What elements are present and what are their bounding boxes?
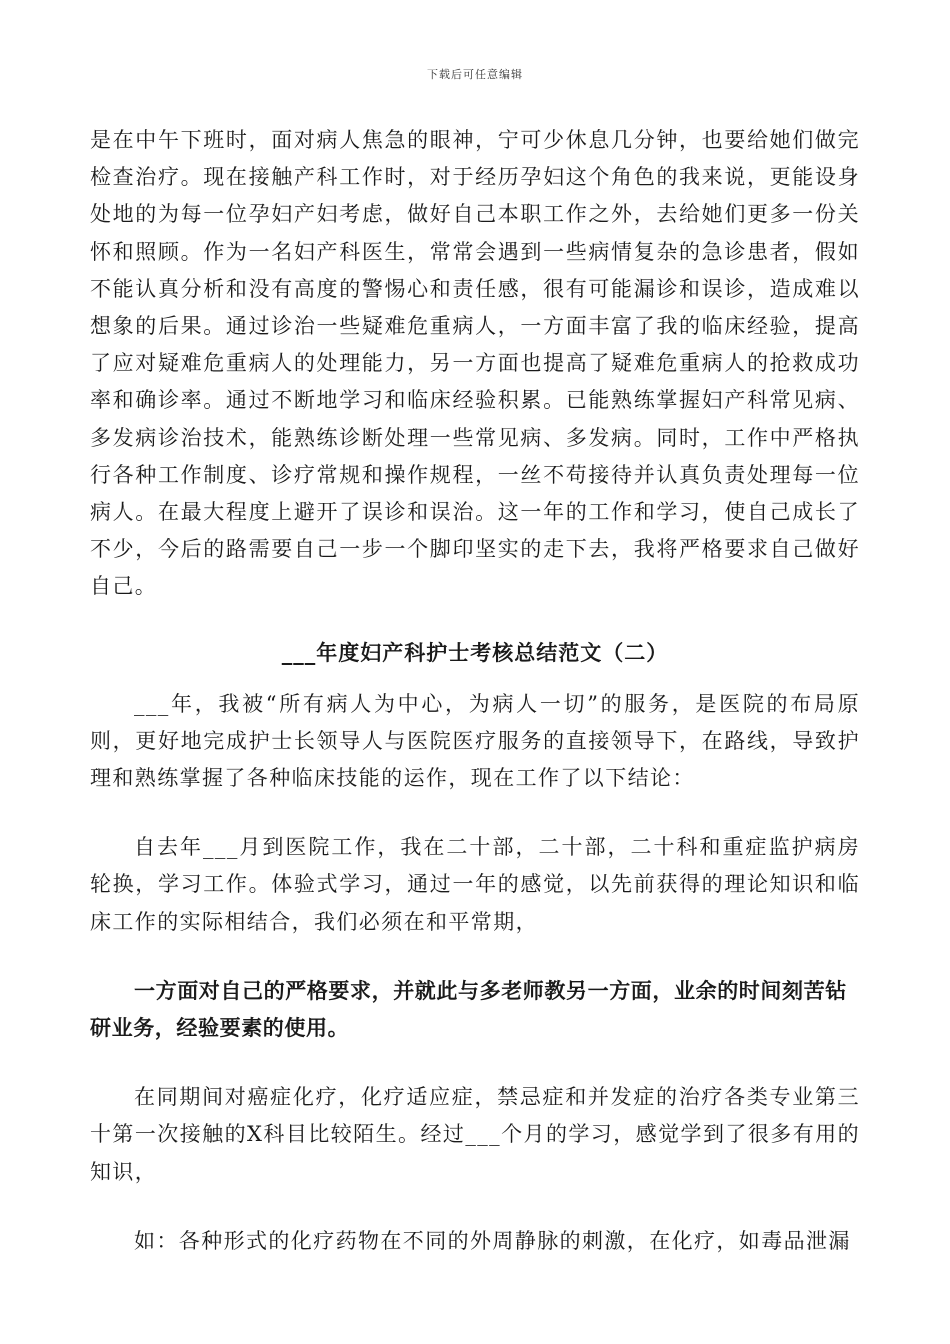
paragraph-work-rotation: 自去年___月到医院工作，我在二十部，二十部，二十科和重症监护病房轮换，学习工作。体验式学习，通过一年的感觉，以先前获得的理论知识和临床工作的实际相结合，我们必须在和平常期，	[90, 835, 860, 934]
document-body	[90, 122, 860, 1260]
paragraph-intro: ___年，我被“所有病人为中心，为病人一切”的服务，是医院的布局原则，更好地完成护士长领导人与医院医疗服务的直接领导下，在路线，导致护理和熟练掌握了各种临床技能的运作，现在工作了以下结论：	[90, 691, 860, 791]
paragraph-bold-emphasis: 一方面对自己的严格要求，并就此与多老师教另一方面，业余的时间刻苦钻研业务，经验要素的使用。	[90, 978, 847, 1041]
section-heading: ___年度妇产科护士考核总结范文（二）	[281, 640, 669, 665]
paragraph-chemotherapy: 在同期间对癌症化疗，化疗适应症，禁忌症和并发症的治疗各类专业第三十第一次接触的X科目比较陌生。经过___个月的学习，感觉学到了很多有用的知识，	[90, 1085, 860, 1184]
paragraph-example: 如：各种形式的化疗药物在不同的外周静脉的刺激，在化疗，如毒品泄漏	[134, 1228, 851, 1253]
paragraph-continuation: 是在中午下班时，面对病人焦急的眼神，宁可少休息几分钟，也要给她们做完检查治疗。现在接触产科工作时，对于经历孕妇这个角色的我来说，更能设身处地的为每一位孕妇产妇考虑，做好自己本职工作之外，去给她们更多一份关怀和照顾。作为一名妇产科医生，常常会遇到一些病情复杂的急诊患者，假如不能认真分析和没有高度的警惕心和责任感，很有可能漏诊和误诊，造成难以想象的后果。通过诊治一些疑难危重病人，一方面丰富了我的临床经验，提高了应对疑难危重病人的处理能力，另一方面也提高了疑难危重病人的抢救成功率和确诊率。通过不断地学习和临床经验积累。已能熟练掌握妇产科常见病、多发病诊治技术，能熟练诊断处理一些常见病、多发病。同时，工作中严格执行各种工作制度、诊疗常规和操作规程，一丝不苟接待并认真负责处理每一位病人。在最大程度上避开了误诊和误治。这一年的工作和学习，使自己成长了不少，今后的路需要自己一步一个脚印坚实的走下去，我将严格要求自己做好自己。	[90, 128, 860, 599]
page-header-note: 下载后可任意编辑	[427, 68, 523, 81]
